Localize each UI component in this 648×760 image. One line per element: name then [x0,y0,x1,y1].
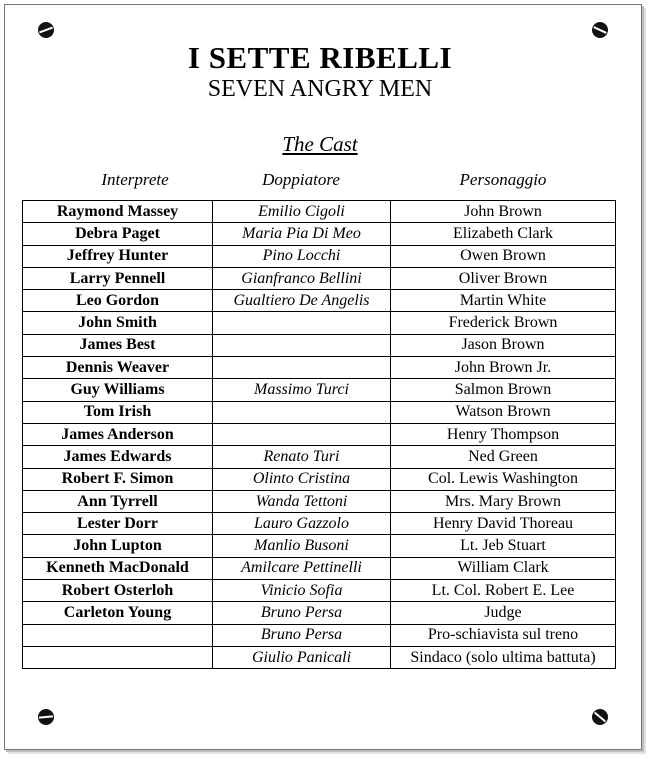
actor-cell: Leo Gordon [23,290,213,312]
dubber-cell: Lauro Gazzolo [213,513,391,535]
dubber-cell: Olinto Cristina [213,468,391,490]
dubber-cell [213,401,391,423]
character-cell: Martin White [391,290,616,312]
character-cell: Lt. Col. Robert E. Lee [391,580,616,602]
table-row [23,446,616,468]
dubber-cell: Giulio Panicali [213,646,391,668]
column-header-dubber: Doppiatore [262,170,340,189]
character-cell: Col. Lewis Washington [391,468,616,490]
actor-cell: Robert Osterloh [23,580,213,602]
actor-cell: Jeffrey Hunter [23,245,213,267]
table-row [23,557,616,579]
actor-cell: Guy Williams [23,379,213,401]
actor-cell: Robert F. Simon [23,468,213,490]
character-cell: Ned Green [391,446,616,468]
dubber-cell: Renato Turi [213,446,391,468]
page-title: I SETTE RIBELLI [187,40,453,75]
table-row [23,223,616,245]
character-cell: Owen Brown [391,245,616,267]
dubber-cell: Vinicio Sofia [213,580,391,602]
screw-icon [592,22,608,38]
table-row [23,379,616,401]
actor-cell: James Edwards [23,446,213,468]
dubber-cell: Massimo Turci [213,379,391,401]
character-cell: Henry Thompson [391,423,616,445]
screw-icon [38,22,54,38]
table-row [23,423,616,445]
screw-icon [38,709,54,725]
character-cell: Henry David Thoreau [391,513,616,535]
character-cell: John Brown Jr. [391,357,616,379]
character-cell: Watson Brown [391,401,616,423]
table-row [23,201,616,223]
column-header-character: Personaggio [459,170,547,189]
dubber-cell: Gianfranco Bellini [213,267,391,289]
table-row [23,334,616,356]
actor-cell: James Best [23,334,213,356]
table-row [23,646,616,668]
actor-cell: Larry Pennell [23,267,213,289]
table-row [23,580,616,602]
character-cell: Judge [391,602,616,624]
character-cell: Sindaco (solo ultima battuta) [391,646,616,668]
dubber-cell [213,357,391,379]
actor-cell: John Smith [23,312,213,334]
actor-cell: Dennis Weaver [23,357,213,379]
dubber-cell: Maria Pia Di Meo [213,223,391,245]
table-row [23,267,616,289]
actor-cell: Kenneth MacDonald [23,557,213,579]
character-cell: Lt. Jeb Stuart [391,535,616,557]
character-cell: Pro-schiavista sul treno [391,624,616,646]
table-row [23,245,616,267]
actor-cell: Carleton Young [23,602,213,624]
dubber-cell: Bruno Persa [213,624,391,646]
dubber-cell: Gualtiero De Angelis [213,290,391,312]
actor-cell: John Lupton [23,535,213,557]
actor-cell: Raymond Massey [23,201,213,223]
actor-cell: Ann Tyrrell [23,490,213,512]
page-subtitle: SEVEN ANGRY MEN [207,76,433,102]
actor-cell: Tom Irish [23,401,213,423]
character-cell: Oliver Brown [391,267,616,289]
table-row [23,513,616,535]
character-cell: Elizabeth Clark [391,223,616,245]
dubber-cell [213,423,391,445]
character-cell: Mrs. Mary Brown [391,490,616,512]
table-row [23,602,616,624]
actor-cell [23,624,213,646]
table-row [23,290,616,312]
dubber-cell [213,312,391,334]
table-row [23,357,616,379]
table-row [23,468,616,490]
actor-cell: Debra Paget [23,223,213,245]
actor-cell: Lester Dorr [23,513,213,535]
dubber-cell: Amilcare Pettinelli [213,557,391,579]
cast-heading: The Cast [282,132,358,156]
screw-icon [592,709,608,725]
dubber-cell: Emilio Cigoli [213,201,391,223]
character-cell: John Brown [391,201,616,223]
table-row [23,312,616,334]
character-cell: William Clark [391,557,616,579]
table-row [23,624,616,646]
dubber-cell: Manlio Busoni [213,535,391,557]
character-cell: Frederick Brown [391,312,616,334]
cast-table [22,200,616,669]
character-cell: Salmon Brown [391,379,616,401]
actor-cell: James Anderson [23,423,213,445]
table-row [23,490,616,512]
dubber-cell: Wanda Tettoni [213,490,391,512]
column-header-actor: Interprete [101,170,169,189]
actor-cell [23,646,213,668]
dubber-cell: Bruno Persa [213,602,391,624]
table-row [23,401,616,423]
dubber-cell: Pino Locchi [213,245,391,267]
table-row [23,535,616,557]
dubber-cell [213,334,391,356]
character-cell: Jason Brown [391,334,616,356]
